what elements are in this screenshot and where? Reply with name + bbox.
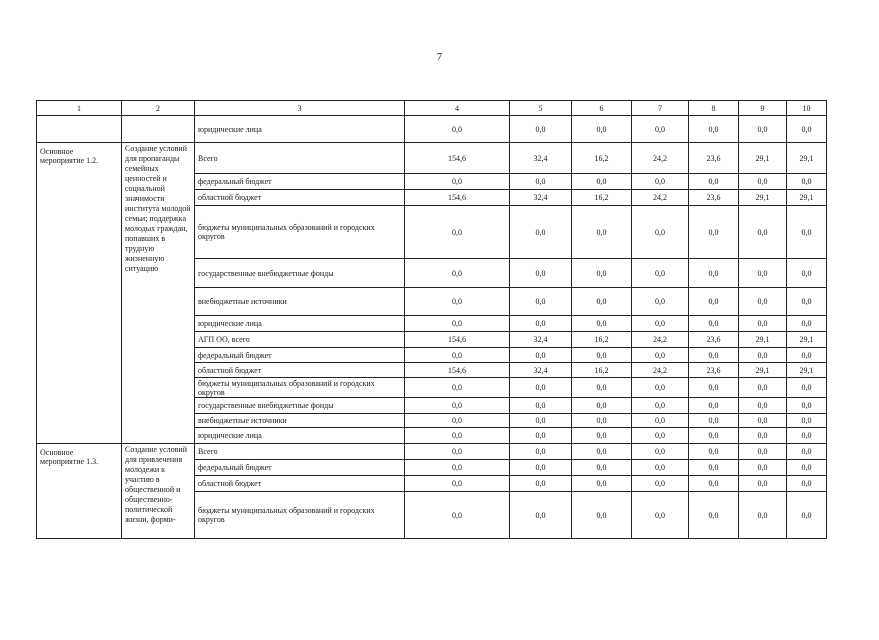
value-cell: 0,0 [739,288,787,316]
value-cell: 0,0 [689,476,739,492]
value-cell: 0,0 [787,288,827,316]
value-cell: 0,0 [689,288,739,316]
value-cell: 32,4 [510,190,572,206]
value-cell: 29,1 [739,363,787,378]
value-cell: 0,0 [632,259,689,288]
value-cell: 29,1 [787,190,827,206]
value-cell: 0,0 [405,428,510,444]
funding-source-cell: юридические лица [195,428,405,444]
value-cell: 0,0 [632,414,689,428]
value-cell: 32,4 [510,143,572,174]
value-cell: 0,0 [572,116,632,143]
value-cell: 0,0 [787,476,827,492]
value-cell: 0,0 [689,316,739,332]
value-cell: 0,0 [632,116,689,143]
funding-source-cell: федеральный бюджет [195,460,405,476]
value-cell: 0,0 [739,316,787,332]
value-cell: 0,0 [405,316,510,332]
funding-source-cell: внебюджетные источники [195,288,405,316]
column-header: 8 [689,101,739,116]
column-header: 7 [632,101,689,116]
value-cell: 0,0 [689,460,739,476]
value-cell: 0,0 [787,428,827,444]
value-cell: 29,1 [787,363,827,378]
value-cell: 0,0 [739,206,787,259]
funding-source-cell: бюджеты муниципальных образований и городских округов [195,206,405,259]
value-cell: 0,0 [739,444,787,460]
funding-source-cell: областной бюджет [195,190,405,206]
value-cell: 0,0 [689,398,739,414]
column-header: 9 [739,101,787,116]
value-cell: 0,0 [405,288,510,316]
value-cell: 0,0 [405,476,510,492]
value-cell: 0,0 [572,398,632,414]
value-cell: 0,0 [787,259,827,288]
funding-source-cell: государственные внебюджетные фонды [195,259,405,288]
value-cell: 16,2 [572,363,632,378]
column-header: 2 [122,101,195,116]
funding-source-cell: областной бюджет [195,363,405,378]
value-cell: 0,0 [572,428,632,444]
value-cell: 0,0 [787,116,827,143]
value-cell: 0,0 [405,116,510,143]
value-cell: 0,0 [572,174,632,190]
value-cell: 0,0 [689,174,739,190]
value-cell: 0,0 [739,378,787,398]
value-cell: 0,0 [405,444,510,460]
value-cell: 0,0 [632,428,689,444]
value-cell: 0,0 [510,414,572,428]
value-cell: 0,0 [787,444,827,460]
value-cell: 0,0 [510,460,572,476]
value-cell: 0,0 [632,348,689,363]
empty-cell [37,116,122,143]
value-cell: 154,6 [405,190,510,206]
value-cell: 0,0 [405,414,510,428]
value-cell: 0,0 [405,378,510,398]
value-cell: 0,0 [510,492,572,539]
value-cell: 0,0 [787,398,827,414]
value-cell: 0,0 [405,206,510,259]
funding-source-cell: федеральный бюджет [195,174,405,190]
value-cell: 0,0 [510,206,572,259]
value-cell: 0,0 [739,414,787,428]
value-cell: 0,0 [689,116,739,143]
value-cell: 0,0 [572,316,632,332]
value-cell: 0,0 [739,174,787,190]
value-cell: 29,1 [787,143,827,174]
value-cell: 0,0 [510,444,572,460]
value-cell: 24,2 [632,363,689,378]
value-cell: 0,0 [632,174,689,190]
page-number: 7 [436,51,443,63]
value-cell: 0,0 [739,428,787,444]
budget-table [36,100,827,539]
value-cell: 0,0 [572,378,632,398]
value-cell: 0,0 [689,414,739,428]
value-cell: 0,0 [510,476,572,492]
empty-cell [122,116,195,143]
value-cell: 0,0 [689,444,739,460]
value-cell: 0,0 [689,348,739,363]
value-cell: 0,0 [405,174,510,190]
funding-source-cell: внебюджетные источники [195,414,405,428]
value-cell: 0,0 [739,476,787,492]
value-cell: 0,0 [572,460,632,476]
value-cell: 0,0 [632,378,689,398]
funding-source-cell: юридические лица [195,116,405,143]
value-cell: 0,0 [689,206,739,259]
value-cell: 0,0 [405,492,510,539]
value-cell: 0,0 [632,206,689,259]
value-cell: 0,0 [739,259,787,288]
value-cell: 0,0 [405,348,510,363]
value-cell: 0,0 [689,259,739,288]
value-cell: 0,0 [510,378,572,398]
value-cell: 24,2 [632,143,689,174]
value-cell: 29,1 [739,332,787,348]
measure-description: Создание условий для привлечения молодежи к участию в общественной и общественно-политической жизни, форми- [122,444,195,539]
value-cell: 16,2 [572,190,632,206]
value-cell: 0,0 [739,460,787,476]
value-cell: 0,0 [689,428,739,444]
value-cell: 0,0 [632,444,689,460]
value-cell: 0,0 [632,476,689,492]
value-cell: 16,2 [572,143,632,174]
value-cell: 0,0 [739,492,787,539]
value-cell: 0,0 [689,492,739,539]
value-cell: 16,2 [572,332,632,348]
value-cell: 29,1 [787,332,827,348]
value-cell: 0,0 [510,259,572,288]
value-cell: 0,0 [787,492,827,539]
value-cell: 23,6 [689,190,739,206]
funding-source-cell: бюджеты муниципальных образований и городских округов [195,378,405,398]
value-cell: 0,0 [572,288,632,316]
value-cell: 0,0 [510,288,572,316]
value-cell: 0,0 [572,348,632,363]
column-header: 1 [37,101,122,116]
table-row [37,116,827,143]
value-cell: 29,1 [739,190,787,206]
measure-description: Создание условий для пропаганды семейных ценностей и социальной значимости института молодой семьи; поддержка молодых граждан, попавших в трудную жизненную ситуацию [122,143,195,444]
funding-source-cell: Всего [195,143,405,174]
value-cell: 0,0 [632,460,689,476]
value-cell: 154,6 [405,332,510,348]
value-cell: 0,0 [405,259,510,288]
value-cell: 0,0 [572,206,632,259]
value-cell: 154,6 [405,143,510,174]
value-cell: 0,0 [572,476,632,492]
value-cell: 0,0 [632,492,689,539]
value-cell: 0,0 [739,348,787,363]
measure-label: Основное мероприятие 1.3. [37,444,122,539]
value-cell: 23,6 [689,143,739,174]
value-cell: 0,0 [689,378,739,398]
value-cell: 154,6 [405,363,510,378]
funding-source-cell: Всего [195,444,405,460]
column-header: 10 [787,101,827,116]
value-cell: 0,0 [510,428,572,444]
funding-source-cell: АГП ОО, всего [195,332,405,348]
funding-source-cell: федеральный бюджет [195,348,405,363]
value-cell: 0,0 [572,414,632,428]
column-header: 3 [195,101,405,116]
measure-label: Основное мероприятие 1.2. [37,143,122,444]
value-cell: 0,0 [632,288,689,316]
value-cell: 24,2 [632,190,689,206]
funding-source-cell: государственные внебюджетные фонды [195,398,405,414]
value-cell: 0,0 [787,174,827,190]
value-cell: 0,0 [632,316,689,332]
value-cell: 0,0 [572,492,632,539]
column-header: 4 [405,101,510,116]
value-cell: 23,6 [689,363,739,378]
value-cell: 24,2 [632,332,689,348]
value-cell: 29,1 [739,143,787,174]
table-row [37,444,827,460]
value-cell: 0,0 [739,398,787,414]
value-cell: 0,0 [510,174,572,190]
value-cell: 0,0 [787,348,827,363]
value-cell: 0,0 [510,348,572,363]
value-cell: 0,0 [510,398,572,414]
value-cell: 32,4 [510,363,572,378]
funding-source-cell: юридические лица [195,316,405,332]
value-cell: 0,0 [572,444,632,460]
column-header: 6 [572,101,632,116]
value-cell: 0,0 [787,316,827,332]
funding-source-cell: областной бюджет [195,476,405,492]
funding-source-cell: бюджеты муниципальных образований и городских округов [195,492,405,539]
value-cell: 0,0 [572,259,632,288]
value-cell: 0,0 [510,116,572,143]
value-cell: 0,0 [405,460,510,476]
value-cell: 23,6 [689,332,739,348]
value-cell: 0,0 [787,206,827,259]
header-row [37,101,827,116]
value-cell: 0,0 [510,316,572,332]
column-header: 5 [510,101,572,116]
value-cell: 0,0 [739,116,787,143]
value-cell: 0,0 [632,398,689,414]
value-cell: 0,0 [787,378,827,398]
table-row [37,143,827,174]
value-cell: 32,4 [510,332,572,348]
value-cell: 0,0 [405,398,510,414]
value-cell: 0,0 [787,460,827,476]
value-cell: 0,0 [787,414,827,428]
